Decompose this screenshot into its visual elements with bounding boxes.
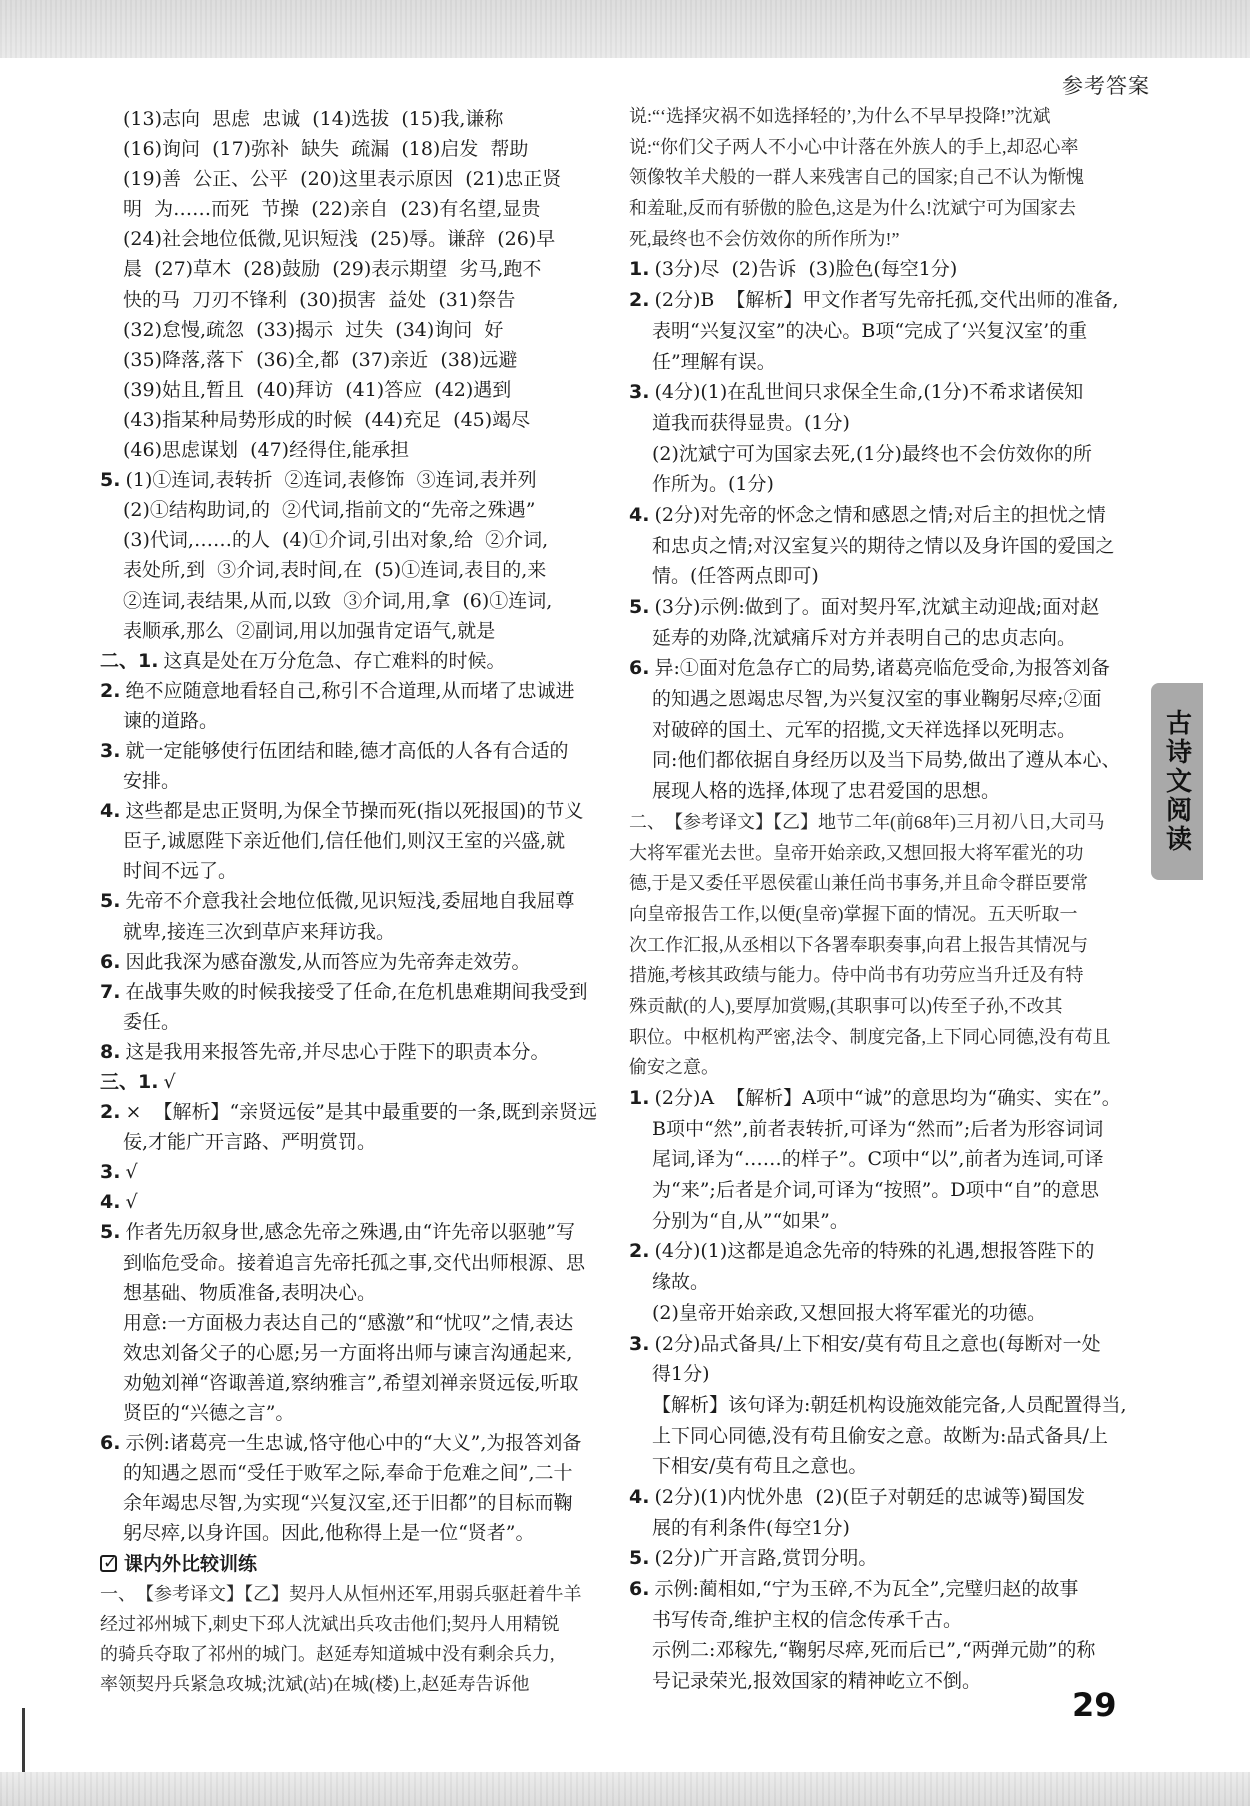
line-text: 到临危受命。接着追言先帝托孤之事,交代出师根源、思 — [123, 1251, 586, 1274]
line-text: 示例:蔺相如,“宁为玉碎,不为瓦全”,完璧归赵的故事 — [654, 1578, 1079, 1600]
line-text: 延寿的劝降,沈斌痛斥对方并表明自己的忠贞志向。 — [652, 626, 1077, 649]
line-text: 和羞耻,反而有骄傲的脸色,这是为什么!沈斌宁可为国家去 — [629, 198, 1076, 219]
section-heading — [100, 1549, 607, 1579]
answer-line — [100, 886, 607, 916]
item-number: 6. — [100, 1432, 121, 1455]
item-number: 6. — [629, 657, 650, 680]
answer-line — [100, 1067, 607, 1097]
line-text: ②连词,表结果,从而,以致 ③介词,用,拿 (6)①连词, — [123, 589, 553, 612]
answer-line — [100, 977, 607, 1007]
line-text: (2)①结构助词,的 ②代词,指前文的“先帝之殊遇” — [123, 499, 536, 522]
line-text: (43)指某种局势形成的时候 (44)充足 (45)竭尽 — [123, 408, 531, 431]
translation-line — [629, 193, 1149, 224]
item-number: 2. — [629, 289, 650, 312]
answer-line — [629, 1605, 1149, 1636]
line-text: 谏的道路。 — [123, 709, 219, 732]
item-number: 1. — [629, 258, 650, 281]
answer-line — [629, 1329, 1149, 1360]
line-text: 德,于是又委任平恩侯霍山兼任尚书事务,并且命令群臣要常 — [629, 873, 1088, 894]
line-text: 措施,考核其政绩与能力。侍中尚书有功劳应当升迁及有特 — [629, 965, 1084, 986]
translation-line — [629, 224, 1149, 255]
answer-line — [629, 347, 1149, 378]
answer-line — [100, 646, 607, 676]
translation-line — [629, 838, 1149, 869]
item-number: 4. — [629, 503, 650, 526]
item-number: 4. — [100, 800, 121, 823]
answer-line — [100, 856, 607, 886]
translation-line — [629, 960, 1149, 991]
line-text: (2)沈斌宁可为国家去死,(1分)最终也不会仿效你的所 — [652, 442, 1092, 465]
translation-line — [629, 1022, 1149, 1053]
answer-line — [629, 1513, 1149, 1544]
answer-line — [100, 345, 607, 375]
line-text: 示例二:邓稼先,“鞠躬尽瘁,死而后已”,“两弹元勋”的称 — [652, 1639, 1096, 1662]
line-text: 任”理解有误。 — [652, 350, 776, 373]
line-text: 书写传奇,维护主权的信念传承千古。 — [652, 1608, 963, 1631]
line-text: 【参考译文】【乙】契丹人从恒州还军,用弱兵驱赶着牛羊 — [136, 1583, 582, 1604]
line-text: 示例:诸葛亮一生忠诚,恪守他心中的“大义”,为报答刘备 — [125, 1432, 582, 1455]
line-text: 展现人格的选择,体现了忠君爱国的思想。 — [652, 780, 1001, 803]
line-text: (2分)B 【解析】甲文作者写先帝托孤,交代出师的准备, — [654, 289, 1119, 312]
answer-line — [100, 1097, 607, 1127]
line-text: (2分)对先帝的怀念之情和感恩之情;对后主的担忧之情 — [654, 503, 1106, 526]
line-text: 效忠刘备父子的心愿;另一方面将出师与谏言沟通起来, — [123, 1341, 573, 1364]
translation-line — [629, 132, 1149, 163]
item-number: 4. — [629, 1485, 650, 1508]
answer-line — [629, 592, 1149, 623]
item-number: 一、 — [100, 1583, 136, 1604]
line-text: 在战事失败的时候我接受了任命,在危机患难期间我受到 — [125, 980, 588, 1003]
translation-line — [629, 868, 1149, 899]
line-text: 道我而获得显贵。(1分) — [652, 411, 850, 434]
answer-line — [100, 495, 607, 525]
line-text: 职位。中枢机构严密,法令、制度完备,上下同心同德,没有苟且 — [629, 1026, 1111, 1047]
answer-line — [629, 531, 1149, 562]
line-text: 安排。 — [123, 770, 181, 793]
answer-line — [100, 1308, 607, 1338]
line-text: (4分)(1)在乱世间只求保全生命,(1分)不希求诸侯知 — [654, 381, 1084, 404]
answer-line — [100, 315, 607, 345]
line-text: (2分)A 【解析】A项中“诚”的意思均为“确实、实在”。 — [654, 1087, 1121, 1109]
answer-line — [100, 917, 607, 947]
line-text: 绝不应随意地看轻自己,称引不合道理,从而堵了忠诚进 — [125, 679, 575, 702]
line-text: 异:①面对危急存亡的局势,诸葛亮临危受命,为报答刘备 — [654, 657, 1110, 680]
line-text: 向皇帝报告工作,以便(皇帝)掌握下面的情况。五天听取一 — [629, 903, 1078, 924]
translation-line — [100, 1669, 607, 1699]
answer-line — [100, 706, 607, 736]
item-number: 2. — [100, 1101, 121, 1124]
line-text: 同:他们都依据自身经历以及当下局势,做出了遵从本心、 — [652, 749, 1121, 772]
answer-line — [629, 1114, 1149, 1145]
answer-line — [629, 1236, 1149, 1267]
page-number: 29 — [1072, 1686, 1117, 1724]
page-top-border — [0, 0, 1250, 58]
item-number: 三、1. — [100, 1071, 159, 1093]
item-number: 6. — [100, 950, 121, 973]
answer-line — [629, 561, 1149, 592]
answer-line — [629, 439, 1149, 470]
item-number: 5. — [100, 469, 121, 492]
answer-line — [100, 194, 607, 224]
item-number: 3. — [629, 381, 650, 404]
line-text: 劝勉刘禅“咨诹善道,察纳雅言”,希望刘禅亲贤远佞,听取 — [123, 1371, 579, 1394]
line-text: (46)思虑谋划 (47)经得住,能承担 — [123, 439, 410, 462]
translation-line — [629, 899, 1149, 930]
answer-line — [100, 525, 607, 555]
answer-line — [100, 285, 607, 315]
item-number: 5. — [629, 596, 650, 618]
item-number: 1. — [629, 1087, 650, 1109]
line-text: 大将军霍光去世。皇帝开始亲政,又想回报大将军霍光的功 — [629, 842, 1084, 863]
item-number: 2. — [629, 1240, 650, 1263]
line-text: 下相安/莫有苟且之意也。 — [652, 1455, 868, 1478]
line-text: (16)询问 (17)弥补 缺失 疏漏 (18)启发 帮助 — [123, 138, 529, 161]
line-text: 的知遇之恩而“受任于败军之际,奉命于危难之间”,二十 — [123, 1462, 573, 1485]
line-text: (4分)(1)这都是追念先帝的特殊的礼遇,想报答陛下的 — [654, 1240, 1095, 1263]
line-text: 贤臣的“兴德之言”。 — [123, 1402, 295, 1425]
answer-line — [100, 435, 607, 465]
answer-line — [629, 408, 1149, 439]
answer-line — [100, 796, 607, 826]
item-number: 5. — [100, 1221, 121, 1244]
answer-line — [100, 555, 607, 585]
line-text: (3分)示例:做到了。面对契丹军,沈斌主动迎战;面对赵 — [654, 596, 1100, 618]
answer-line — [629, 1206, 1149, 1237]
translation-line — [629, 930, 1149, 961]
line-text: (39)姑且,暂且 (40)拜访 (41)答应 (42)遇到 — [123, 378, 512, 401]
answer-line — [629, 1635, 1149, 1666]
answer-line — [629, 500, 1149, 531]
answer-line — [100, 736, 607, 766]
page-bottom-border — [0, 1772, 1250, 1806]
answer-line — [100, 947, 607, 977]
line-text: (24)社会地位低微,见识短浅 (25)辱。谦辞 (26)早 — [123, 228, 556, 251]
translation-line — [629, 807, 1149, 838]
answer-line — [100, 465, 607, 495]
item-number: 4. — [100, 1191, 121, 1214]
line-text: (2分)(1)内忧外患 (2)(臣子对朝廷的忠诚等)蜀国发 — [654, 1485, 1086, 1508]
answer-line — [629, 1666, 1149, 1697]
line-text: 说:“‘选择灾祸不如选择轻的’,为什么不早早投降!”沈斌 — [629, 106, 1051, 126]
line-text: (19)善 公正、公平 (20)这里表示原因 (21)忠正贤 — [123, 168, 562, 191]
item-number: 8. — [100, 1040, 121, 1063]
line-text: B项中“然”,前者表转折,可译为“然而”;后者为形容词词 — [652, 1117, 1104, 1140]
line-text: 缘故。 — [652, 1271, 710, 1294]
line-text: 明 为……而死 节操 (22)亲自 (23)有名望,显贵 — [123, 198, 541, 221]
line-text: (2分)广开言路,赏罚分明。 — [654, 1547, 878, 1570]
item-number: 二、1. — [100, 649, 159, 672]
answer-line — [629, 623, 1149, 654]
answer-line — [629, 1451, 1149, 1482]
answer-line — [629, 316, 1149, 347]
answer-line — [100, 405, 607, 435]
item-number: 3. — [100, 1161, 121, 1184]
answer-line — [629, 1482, 1149, 1513]
answer-line — [100, 1398, 607, 1428]
side-tab-label: 古诗文阅读 — [1161, 709, 1192, 854]
translation-line — [100, 1639, 607, 1669]
translation-line — [629, 101, 1149, 132]
answer-line — [100, 1488, 607, 1518]
line-text: 作所为。(1分) — [652, 473, 774, 496]
line-text: 躬尽瘁,以身许国。因此,他称得上是一位“贤者”。 — [123, 1522, 535, 1545]
line-text: 上下同心同德,没有苟且偷安之意。故断为:品式备具/上 — [652, 1424, 1108, 1447]
answer-line — [100, 134, 607, 164]
line-text: 说:“你们父子两人不小心中计落在外族人的手上,却忍心率 — [629, 136, 1079, 157]
line-text: 想基础、物质准备,表明决心。 — [123, 1281, 377, 1304]
page-header-title: 参考答案 — [1062, 74, 1150, 98]
line-text: 领像牧羊犬般的一群人来残害自己的国家;自己不认为惭愧 — [629, 167, 1084, 188]
left-column — [100, 104, 607, 1704]
answer-line — [629, 776, 1149, 807]
answer-line — [629, 469, 1149, 500]
line-text: (2分)品式备具/上下相安/莫有苟且之意也(每断对一处 — [654, 1332, 1101, 1355]
answer-line — [629, 745, 1149, 776]
item-number: 3. — [100, 739, 121, 762]
answer-line — [629, 1144, 1149, 1175]
line-text: 快的马 刀刃不锋利 (30)损害 益处 (31)祭告 — [123, 288, 516, 311]
line-text: 臣子,诚愿陛下亲近他们,信任他们,则汉王室的兴盛,就 — [123, 830, 566, 853]
line-text: 表明“兴复汉室”的决心。B项“完成了‘兴复汉室’的重 — [652, 319, 1088, 342]
answer-line — [629, 1175, 1149, 1206]
answer-line — [100, 1458, 607, 1488]
answer-line — [100, 766, 607, 796]
line-text: 分别为“自,从”“如果”。 — [652, 1209, 849, 1232]
line-text: 这些都是忠正贤明,为保全节操而死(指以死报国)的节义 — [125, 800, 584, 823]
answer-line — [100, 1518, 607, 1548]
binding-edge — [22, 1708, 25, 1772]
line-text: 经过祁州城下,刺史下邳人沈斌出兵攻击他们;契丹人用精锐 — [100, 1613, 560, 1634]
answer-line — [629, 715, 1149, 746]
line-text: 委任。 — [123, 1010, 181, 1033]
translation-line — [629, 1052, 1149, 1083]
answer-line — [100, 1007, 607, 1037]
item-number: 2. — [100, 679, 121, 702]
line-text: 和忠贞之情;对汉室复兴的期待之情以及身许国的爱国之 — [652, 534, 1115, 557]
line-text: 尾词,译为“……的样子”。C项中“以”,前者为连词,可译 — [652, 1148, 1104, 1171]
line-text: √ — [125, 1191, 138, 1214]
line-text: 余年竭忠尽智,为实现“兴复汉室,还于旧都”的目标而鞠 — [123, 1492, 573, 1515]
answer-line — [100, 104, 607, 134]
right-column — [629, 101, 1149, 1701]
line-text: 佞,才能广开言路、严明赏罚。 — [123, 1131, 377, 1154]
line-text: 课内外比较训练 — [124, 1552, 258, 1575]
line-text: 表处所,到 ③介词,表时间,在 (5)①连词,表目的,来 — [123, 559, 547, 582]
item-number: 5. — [629, 1547, 650, 1570]
line-text: 用意:一方面极力表达自己的“感激”和“忧叹”之情,表达 — [123, 1311, 574, 1334]
line-text: (13)志向 思虑 忠诚 (14)选拔 (15)我,谦称 — [123, 108, 504, 130]
item-number: 3. — [629, 1332, 650, 1355]
line-text: 死,最终也不会仿效你的所作所为!” — [629, 228, 900, 249]
answer-line — [100, 254, 607, 284]
line-text: 对破碎的国土、元军的招揽,文天祥选择以死明志。 — [652, 718, 1077, 741]
line-text: 这是我用来报答先帝,并尽忠心于陛下的职责本分。 — [125, 1040, 550, 1063]
item-number: 7. — [100, 980, 121, 1003]
translation-line — [629, 162, 1149, 193]
answer-line — [629, 684, 1149, 715]
line-text: × 【解析】“亲贤远佞”是其中最重要的一条,既到亲贤远 — [125, 1101, 597, 1124]
line-text: 时间不远了。 — [123, 860, 238, 883]
line-text: 殊贡献(的人),要厚加赏赐,(其职事可以)传至子孙,不改其 — [629, 995, 1063, 1016]
line-text: √ — [163, 1071, 176, 1093]
line-text: 作者先历叙身世,感念先帝之殊遇,由“许先帝以驱驰”写 — [125, 1221, 575, 1244]
answer-line — [100, 1127, 607, 1157]
line-text: 偷安之意。 — [629, 1057, 719, 1078]
line-text: 就卑,接连三次到草庐来拜访我。 — [123, 920, 396, 943]
answer-line — [629, 254, 1149, 285]
answer-line — [100, 586, 607, 616]
line-text: 先帝不介意我社会地位低微,见识短浅,委屈地自我屈尊 — [125, 890, 575, 913]
line-text: (3)代词,……的人 (4)①介词,引出对象,给 ②介词, — [123, 529, 549, 552]
line-text: (3分)尽 (2)告诉 (3)脸色(每空1分) — [654, 258, 958, 281]
line-text: (2)皇帝开始亲政,又想回报大将军霍光的功德。 — [652, 1301, 1046, 1324]
answer-line — [100, 1368, 607, 1398]
answer-line — [629, 1543, 1149, 1574]
translation-line — [100, 1579, 607, 1609]
answer-line — [629, 653, 1149, 684]
answer-line — [100, 1248, 607, 1278]
answer-line — [629, 1083, 1149, 1114]
line-text: 的知遇之恩竭忠尽智,为兴复汉室的事业鞠躬尽瘁;②面 — [652, 688, 1102, 711]
line-text: 【参考译文】【乙】地节二年(前68年)三月初八日,大司马 — [665, 811, 1105, 832]
answer-line — [100, 1217, 607, 1247]
line-text: 就一定能够使行伍团结和睦,德才高低的人各有合适的 — [125, 739, 569, 762]
answer-line — [629, 1421, 1149, 1452]
answer-line — [100, 676, 607, 706]
section-side-tab — [1151, 683, 1203, 880]
translation-line — [100, 1609, 607, 1639]
answer-line — [629, 1574, 1149, 1605]
line-text: 因此我深为感奋激发,从而答应为先帝奔走效劳。 — [125, 950, 531, 973]
answer-line — [629, 1298, 1149, 1329]
answer-line — [629, 1267, 1149, 1298]
line-text: (35)降落,落下 (36)全,都 (37)亲近 (38)远避 — [123, 348, 518, 371]
checkbox-icon — [100, 1555, 117, 1572]
answer-line — [629, 377, 1149, 408]
line-text: 展的有利条件(每空1分) — [652, 1516, 850, 1539]
translation-line — [629, 991, 1149, 1022]
answer-line — [629, 285, 1149, 316]
line-text: (1)①连词,表转折 ②连词,表修饰 ③连词,表并列 — [125, 469, 537, 492]
answer-line — [629, 1359, 1149, 1390]
item-number: 6. — [629, 1578, 650, 1600]
line-text: √ — [125, 1161, 138, 1184]
line-text: 【解析】该句译为:朝廷机构设施效能完备,人员配置得当, — [652, 1393, 1127, 1416]
item-number: 5. — [100, 890, 121, 913]
answer-line — [100, 1157, 607, 1187]
answer-line — [100, 1338, 607, 1368]
line-text: 率领契丹兵紧急攻城;沈斌(站)在城(楼)上,赵延寿告诉他 — [100, 1673, 530, 1694]
line-text: 晨 (27)草木 (28)鼓励 (29)表示期望 劣马,跑不 — [123, 258, 542, 281]
item-number: 二、 — [629, 811, 665, 832]
answer-line — [100, 375, 607, 405]
answer-line — [100, 1428, 607, 1458]
answer-line — [100, 164, 607, 194]
answer-line — [100, 1187, 607, 1217]
line-text: 的骑兵夺取了祁州的城门。赵延寿知道城中没有剩余兵力, — [100, 1643, 555, 1664]
answer-line — [629, 1390, 1149, 1421]
answer-line — [100, 1278, 607, 1308]
line-text: 这真是处在万分危急、存亡难料的时候。 — [163, 649, 506, 672]
line-text: (32)怠慢,疏忽 (33)揭示 过失 (34)询问 好 — [123, 318, 504, 341]
line-text: 得1分) — [652, 1363, 710, 1386]
line-text: 号记录荣光,报效国家的精神屹立不倒。 — [652, 1670, 982, 1693]
answer-line — [100, 826, 607, 856]
line-text: 次工作汇报,从丞相以下各署奉职奏事,向君上报告其情况与 — [629, 934, 1088, 955]
answer-line — [100, 1037, 607, 1067]
line-text: 表顺承,那么 ②副词,用以加强肯定语气,就是 — [123, 619, 496, 642]
line-text: 情。(任答两点即可) — [652, 565, 819, 588]
answer-line — [100, 616, 607, 646]
line-text: 为“来”;后者是介词,可译为“按照”。D项中“自”的意思 — [652, 1179, 1099, 1202]
answer-line — [100, 224, 607, 254]
